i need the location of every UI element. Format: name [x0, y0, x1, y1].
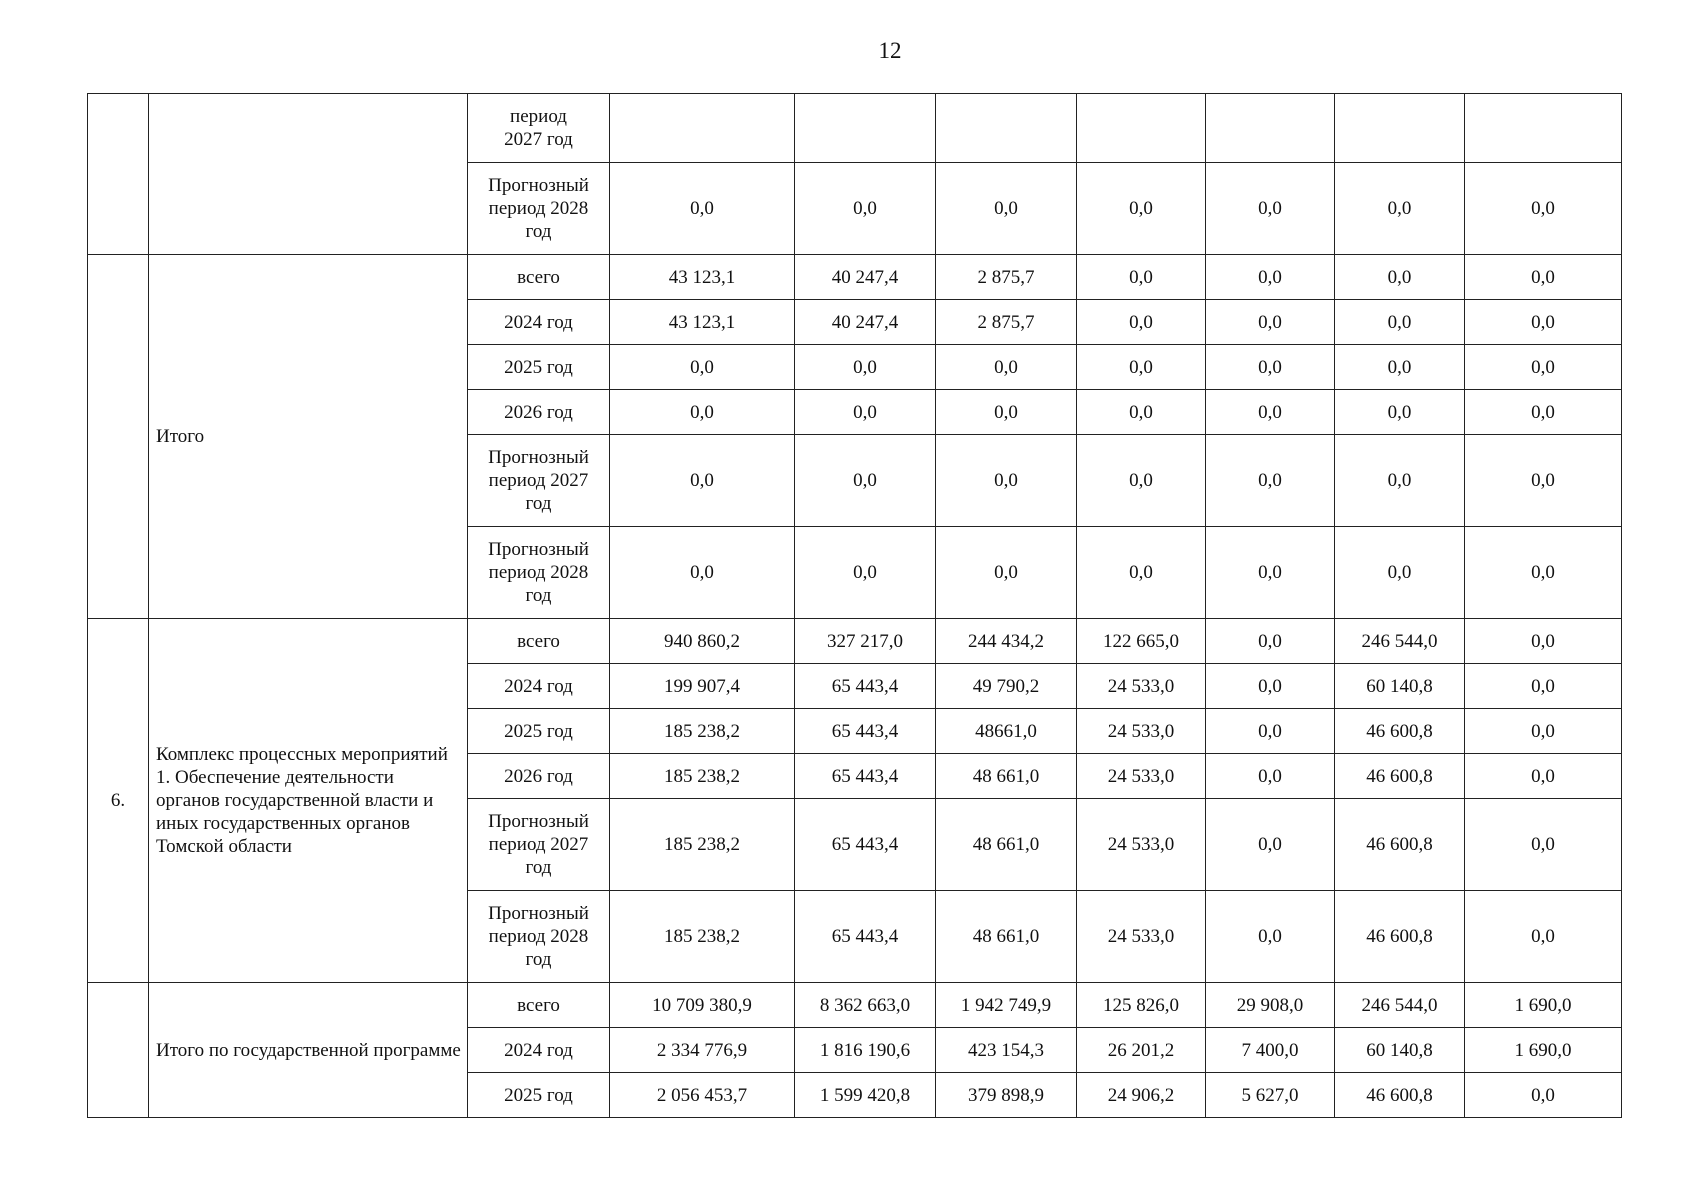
table-row: [88, 94, 1622, 163]
value-cell: 5 627,0: [1206, 1073, 1335, 1118]
value-cell: 60 140,8: [1335, 1028, 1465, 1073]
value-cell: 2 875,7: [936, 300, 1077, 345]
value-cell: 24 906,2: [1077, 1073, 1206, 1118]
value-cell: 65 443,4: [795, 709, 936, 754]
period-cell: Прогнозный период 2028 год: [468, 527, 610, 619]
value-cell: 0,0: [1465, 754, 1622, 799]
activity-name-cell: [149, 94, 468, 255]
value-cell: 246 544,0: [1335, 619, 1465, 664]
period-cell: Прогнозный период 2027 год: [468, 435, 610, 527]
period-cell: 2024 год: [468, 1028, 610, 1073]
value-cell: 48 661,0: [936, 799, 1077, 891]
value-cell: 46 600,8: [1335, 891, 1465, 983]
period-cell: всего: [468, 983, 610, 1028]
period-cell: всего: [468, 619, 610, 664]
value-cell: 0,0: [1335, 435, 1465, 527]
value-cell: 125 826,0: [1077, 983, 1206, 1028]
value-cell: 0,0: [1206, 300, 1335, 345]
value-cell: 0,0: [610, 527, 795, 619]
period-cell: 2025 год: [468, 1073, 610, 1118]
value-cell: 0,0: [610, 345, 795, 390]
value-cell: [610, 94, 795, 163]
period-cell: 2024 год: [468, 664, 610, 709]
period-cell: 2024 год: [468, 300, 610, 345]
value-cell: 7 400,0: [1206, 1028, 1335, 1073]
period-cell: 2025 год: [468, 345, 610, 390]
value-cell: 0,0: [1465, 619, 1622, 664]
value-cell: 48 661,0: [936, 754, 1077, 799]
value-cell: 1 599 420,8: [795, 1073, 936, 1118]
value-cell: 65 443,4: [795, 664, 936, 709]
value-cell: 46 600,8: [1335, 799, 1465, 891]
value-cell: 0,0: [1206, 754, 1335, 799]
value-cell: 0,0: [1335, 255, 1465, 300]
activity-name-cell: Итого: [149, 255, 468, 619]
value-cell: 0,0: [1465, 435, 1622, 527]
activity-name-cell: Итого по государственной программе: [149, 983, 468, 1118]
value-cell: 246 544,0: [1335, 983, 1465, 1028]
value-cell: 0,0: [1465, 664, 1622, 709]
value-cell: 423 154,3: [936, 1028, 1077, 1073]
value-cell: 0,0: [1077, 255, 1206, 300]
value-cell: 0,0: [1206, 435, 1335, 527]
value-cell: 0,0: [795, 390, 936, 435]
value-cell: 0,0: [936, 390, 1077, 435]
value-cell: 0,0: [1465, 799, 1622, 891]
table-row: [88, 619, 1622, 664]
activity-name-cell: Комплекс процессных мероприятий 1. Обеспечение деятельности органов государственной власти и иных государственных органов Томской области: [149, 619, 468, 983]
value-cell: 0,0: [610, 435, 795, 527]
value-cell: 46 600,8: [1335, 709, 1465, 754]
value-cell: 24 533,0: [1077, 891, 1206, 983]
value-cell: [1335, 94, 1465, 163]
value-cell: 1 690,0: [1465, 983, 1622, 1028]
row-number-cell: [88, 94, 149, 255]
value-cell: 0,0: [936, 163, 1077, 255]
value-cell: 0,0: [1335, 300, 1465, 345]
value-cell: 0,0: [1206, 163, 1335, 255]
value-cell: 0,0: [1206, 664, 1335, 709]
funding-table: [87, 93, 1622, 1118]
value-cell: 0,0: [1077, 435, 1206, 527]
value-cell: 2 334 776,9: [610, 1028, 795, 1073]
period-label-line-1: период: [510, 106, 567, 127]
value-cell: [1206, 94, 1335, 163]
value-cell: 0,0: [936, 435, 1077, 527]
value-cell: 1 690,0: [1465, 1028, 1622, 1073]
value-cell: 0,0: [795, 163, 936, 255]
row-number-cell: [88, 983, 149, 1118]
value-cell: 0,0: [795, 345, 936, 390]
value-cell: 940 860,2: [610, 619, 795, 664]
value-cell: 1 942 749,9: [936, 983, 1077, 1028]
value-cell: 40 247,4: [795, 300, 936, 345]
value-cell: 185 238,2: [610, 709, 795, 754]
value-cell: 24 533,0: [1077, 709, 1206, 754]
period-cell: 2026 год: [468, 754, 610, 799]
value-cell: 10 709 380,9: [610, 983, 795, 1028]
value-cell: 0,0: [1335, 390, 1465, 435]
period-cell: Прогнозный период 2027 год: [468, 799, 610, 891]
value-cell: 0,0: [1465, 891, 1622, 983]
value-cell: 24 533,0: [1077, 799, 1206, 891]
value-cell: 43 123,1: [610, 300, 795, 345]
table-row: [88, 255, 1622, 300]
value-cell: 60 140,8: [1335, 664, 1465, 709]
value-cell: 0,0: [1465, 163, 1622, 255]
value-cell: 0,0: [1206, 619, 1335, 664]
value-cell: 0,0: [1206, 345, 1335, 390]
value-cell: 0,0: [1077, 527, 1206, 619]
value-cell: 0,0: [1206, 799, 1335, 891]
value-cell: 48 661,0: [936, 891, 1077, 983]
value-cell: [795, 94, 936, 163]
period-cell: всего: [468, 255, 610, 300]
value-cell: 199 907,4: [610, 664, 795, 709]
value-cell: 0,0: [1206, 390, 1335, 435]
period-cell: [468, 94, 610, 163]
value-cell: 0,0: [1465, 1073, 1622, 1118]
value-cell: [1465, 94, 1622, 163]
value-cell: 379 898,9: [936, 1073, 1077, 1118]
period-cell: 2025 год: [468, 709, 610, 754]
value-cell: 46 600,8: [1335, 754, 1465, 799]
value-cell: 2 056 453,7: [610, 1073, 795, 1118]
value-cell: 185 238,2: [610, 799, 795, 891]
value-cell: 2 875,7: [936, 255, 1077, 300]
value-cell: 0,0: [936, 527, 1077, 619]
value-cell: 1 816 190,6: [795, 1028, 936, 1073]
value-cell: 0,0: [1077, 345, 1206, 390]
value-cell: 0,0: [936, 345, 1077, 390]
value-cell: [1077, 94, 1206, 163]
value-cell: 48661,0: [936, 709, 1077, 754]
value-cell: 0,0: [1465, 709, 1622, 754]
value-cell: 43 123,1: [610, 255, 795, 300]
period-cell: Прогнозный период 2028 год: [468, 891, 610, 983]
value-cell: 0,0: [1206, 255, 1335, 300]
value-cell: 24 533,0: [1077, 664, 1206, 709]
value-cell: [936, 94, 1077, 163]
value-cell: 327 217,0: [795, 619, 936, 664]
value-cell: 0,0: [610, 390, 795, 435]
value-cell: 0,0: [1077, 163, 1206, 255]
value-cell: 0,0: [1077, 300, 1206, 345]
value-cell: 46 600,8: [1335, 1073, 1465, 1118]
value-cell: 185 238,2: [610, 754, 795, 799]
value-cell: 49 790,2: [936, 664, 1077, 709]
value-cell: 65 443,4: [795, 891, 936, 983]
table-row: [88, 983, 1622, 1028]
value-cell: 40 247,4: [795, 255, 936, 300]
period-label-line-2: 2027 год: [504, 129, 573, 150]
value-cell: 0,0: [1335, 527, 1465, 619]
value-cell: 122 665,0: [1077, 619, 1206, 664]
value-cell: 0,0: [1206, 709, 1335, 754]
value-cell: 65 443,4: [795, 754, 936, 799]
value-cell: 0,0: [1335, 345, 1465, 390]
value-cell: 0,0: [1465, 345, 1622, 390]
value-cell: 0,0: [795, 527, 936, 619]
value-cell: 0,0: [1206, 527, 1335, 619]
value-cell: 29 908,0: [1206, 983, 1335, 1028]
value-cell: 185 238,2: [610, 891, 795, 983]
value-cell: 0,0: [1335, 163, 1465, 255]
value-cell: 26 201,2: [1077, 1028, 1206, 1073]
value-cell: 0,0: [795, 435, 936, 527]
period-cell: Прогнозный период 2028 год: [468, 163, 610, 255]
row-number-cell: 6.: [88, 619, 149, 983]
row-number-cell: [88, 255, 149, 619]
value-cell: 24 533,0: [1077, 754, 1206, 799]
value-cell: 244 434,2: [936, 619, 1077, 664]
value-cell: 0,0: [1206, 891, 1335, 983]
value-cell: 0,0: [1465, 527, 1622, 619]
value-cell: 0,0: [1077, 390, 1206, 435]
value-cell: 0,0: [1465, 300, 1622, 345]
value-cell: 0,0: [610, 163, 795, 255]
page-number: 12: [878, 38, 902, 63]
value-cell: 0,0: [1465, 255, 1622, 300]
value-cell: 8 362 663,0: [795, 983, 936, 1028]
period-cell: 2026 год: [468, 390, 610, 435]
value-cell: 0,0: [1465, 390, 1622, 435]
value-cell: 65 443,4: [795, 799, 936, 891]
